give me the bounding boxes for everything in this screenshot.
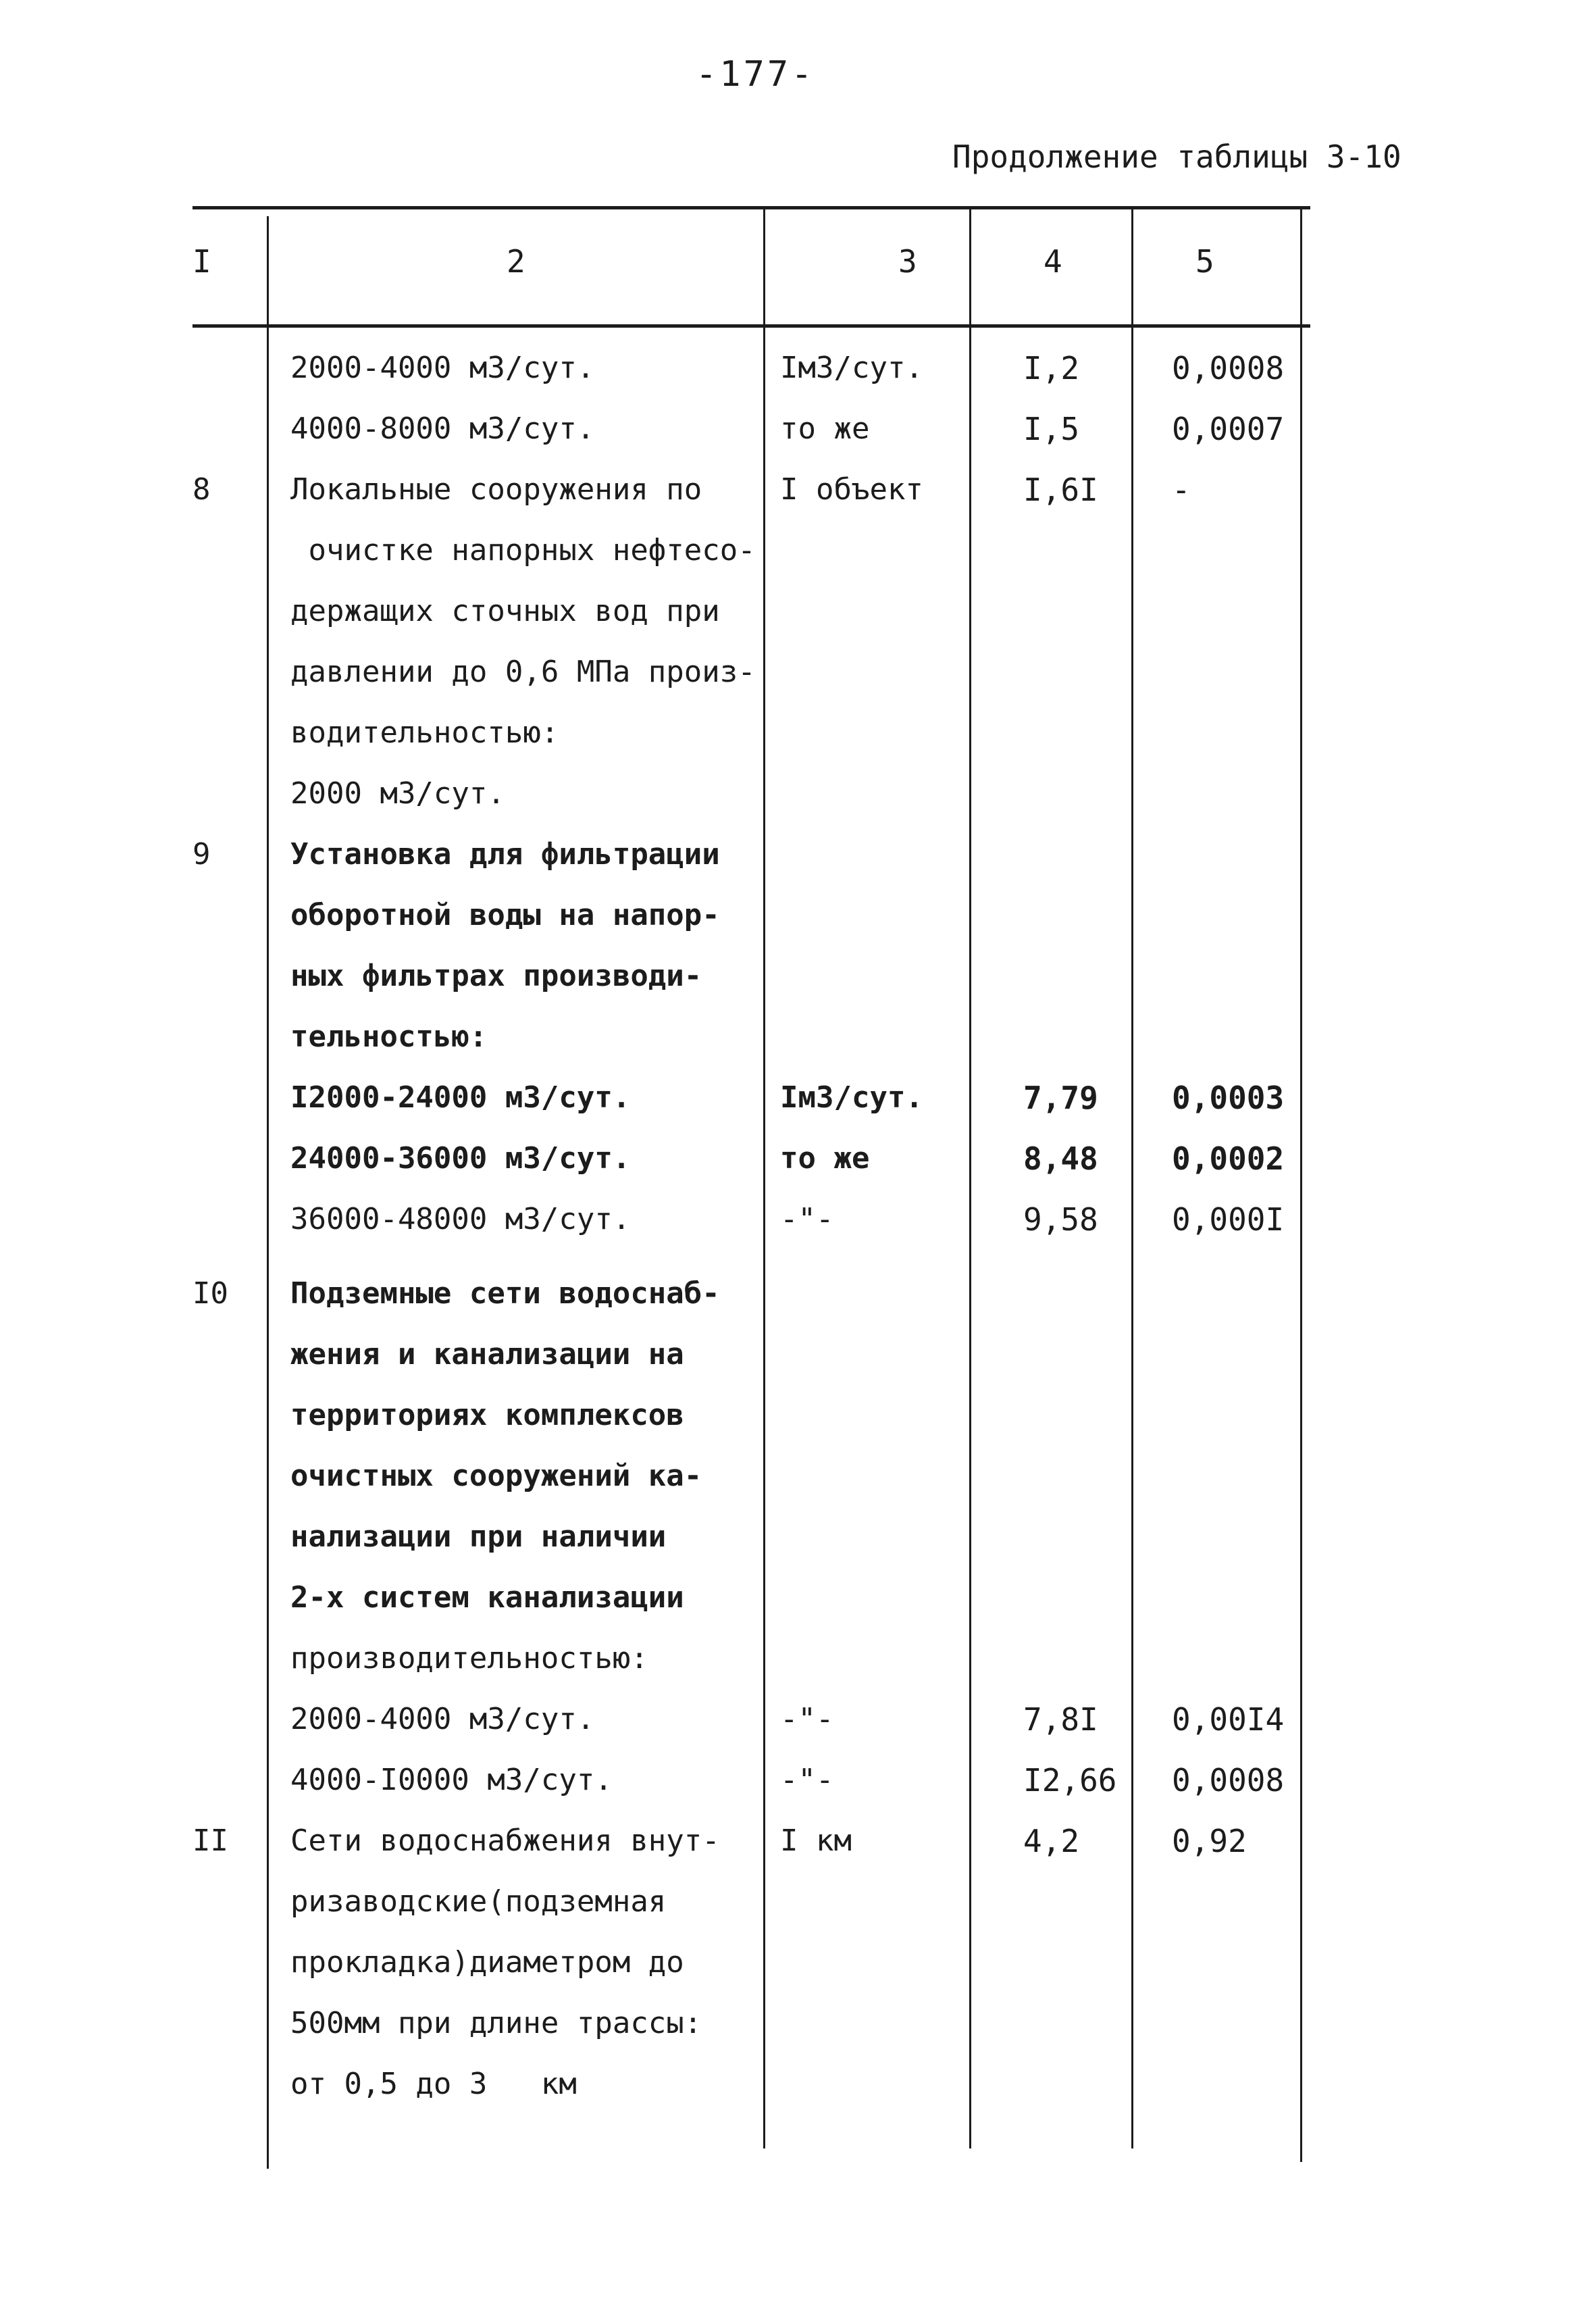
table-row xyxy=(192,1385,1310,1446)
cell-c5: 0,0008 xyxy=(1172,350,1285,386)
cell-c4: I2,66 xyxy=(1023,1762,1117,1799)
cell-c5: - xyxy=(1172,472,1191,508)
header-col-4: 4 xyxy=(1044,243,1062,280)
cell-c3: -"- xyxy=(780,1763,834,1797)
table-continuation-caption: Продолжение таблицы 3-10 xyxy=(952,139,1401,175)
table-header-rule xyxy=(192,324,1310,328)
cell-c2: ризаводские(подземная xyxy=(290,1884,667,1919)
table-row xyxy=(192,581,1310,642)
cell-c2: 4000-8000 м3/сут. xyxy=(290,411,595,446)
table-row xyxy=(192,642,1310,703)
cell-c2: производительностью: xyxy=(290,1641,648,1676)
cell-c4: 7,8I xyxy=(1023,1701,1098,1738)
header-col-3: 3 xyxy=(898,243,917,280)
table-row xyxy=(192,1263,1310,1324)
cell-c2: Подземные сети водоснаб- xyxy=(290,1276,720,1311)
cell-c2: 2000-4000 м3/сут. xyxy=(290,1702,595,1736)
cell-c5: 0,0007 xyxy=(1172,411,1285,447)
cell-c2: нализации при наличии xyxy=(290,1519,667,1554)
cell-c2: Локальные сооружения по xyxy=(290,472,702,507)
cell-c3: I объект xyxy=(780,472,923,507)
table-row xyxy=(192,520,1310,581)
table-row xyxy=(192,1750,1310,1811)
cell-c3: Iм3/сут. xyxy=(780,351,923,385)
cell-c2: очистке напорных нефтесо- xyxy=(290,533,756,568)
cell-c2: от 0,5 до 3 км xyxy=(290,2067,577,2101)
cell-c2: 2000 м3/сут. xyxy=(290,776,505,811)
table-row xyxy=(192,1932,1310,1993)
table-row xyxy=(192,1324,1310,1385)
cell-c5: 0,0008 xyxy=(1172,1762,1285,1799)
table-row xyxy=(192,2054,1310,2115)
table-row xyxy=(192,1567,1310,1628)
cell-c2: территориях комплексов xyxy=(290,1398,684,1432)
table-row xyxy=(192,824,1310,885)
table-row xyxy=(192,459,1310,520)
table-row xyxy=(192,946,1310,1007)
cell-c2: 2000-4000 м3/сут. xyxy=(290,351,595,385)
table-row xyxy=(192,1871,1310,1932)
table-row xyxy=(192,1128,1310,1189)
cell-c4: 9,58 xyxy=(1023,1201,1098,1238)
cell-c3: I км xyxy=(780,1823,852,1858)
cell-c2: 24000-36000 м3/сут. xyxy=(290,1141,631,1176)
cell-c5: 0,0003 xyxy=(1172,1080,1285,1116)
cell-c5: 0,92 xyxy=(1172,1823,1247,1859)
cell-c1: I0 xyxy=(192,1276,228,1311)
cell-c5: 0,0002 xyxy=(1172,1140,1285,1177)
header-col-1: I xyxy=(192,243,211,280)
cell-c2: 500мм при длине трассы: xyxy=(290,2006,702,2040)
cell-c4: I,6I xyxy=(1023,472,1098,508)
cell-c2: водительностью: xyxy=(290,715,559,750)
data-table xyxy=(192,203,1310,2169)
table-row xyxy=(192,1811,1310,1871)
cell-c2: жения и канализации на xyxy=(290,1337,684,1372)
table-row xyxy=(192,1189,1310,1250)
cell-c2: Сети водоснабжения внут- xyxy=(290,1823,720,1858)
cell-c1: 8 xyxy=(192,472,211,507)
cell-c2: очистных сооружений ка- xyxy=(290,1459,702,1493)
table-row xyxy=(192,1007,1310,1067)
cell-c2: тельностью: xyxy=(290,1020,488,1054)
cell-c2: прокладка)диаметром до xyxy=(290,1945,684,1980)
cell-c3: -"- xyxy=(780,1202,834,1236)
cell-c2: Установка для фильтрации xyxy=(290,837,720,872)
cell-c4: I,2 xyxy=(1023,350,1080,386)
cell-c5: 0,00I4 xyxy=(1172,1701,1285,1738)
cell-c2: ных фильтрах производи- xyxy=(290,959,702,993)
table-row xyxy=(192,1507,1310,1567)
cell-c4: 8,48 xyxy=(1023,1140,1098,1177)
table-row xyxy=(192,1067,1310,1128)
table-row xyxy=(192,763,1310,824)
table-row xyxy=(192,885,1310,946)
cell-c2: I2000-24000 м3/сут. xyxy=(290,1080,631,1115)
table-row xyxy=(192,1993,1310,2054)
header-col-5: 5 xyxy=(1195,243,1214,280)
table-row xyxy=(192,1446,1310,1507)
table-top-rule xyxy=(192,206,1310,209)
cell-c4: I,5 xyxy=(1023,411,1080,447)
table-row xyxy=(192,338,1310,399)
page-number: -177- xyxy=(696,54,815,95)
table-row xyxy=(192,1628,1310,1689)
cell-c3: Iм3/сут. xyxy=(780,1080,923,1115)
cell-c4: 7,79 xyxy=(1023,1080,1098,1116)
cell-c1: 9 xyxy=(192,837,211,872)
cell-c2: 4000-I0000 м3/сут. xyxy=(290,1763,613,1797)
cell-c4: 4,2 xyxy=(1023,1823,1080,1859)
table-row xyxy=(192,399,1310,459)
cell-c5: 0,000I xyxy=(1172,1201,1285,1238)
cell-c3: то же xyxy=(780,411,870,446)
header-col-2: 2 xyxy=(507,243,525,280)
cell-c2: 36000-48000 м3/сут. xyxy=(290,1202,631,1236)
table-row xyxy=(192,703,1310,763)
cell-c2: давлении до 0,6 МПа произ- xyxy=(290,655,756,689)
cell-c3: -"- xyxy=(780,1702,834,1736)
cell-c1: II xyxy=(192,1823,228,1858)
cell-c3: то же xyxy=(780,1141,870,1176)
cell-c2: держащих сточных вод при xyxy=(290,594,720,628)
cell-c2: оборотной воды на напор- xyxy=(290,898,720,932)
table-row xyxy=(192,1689,1310,1750)
cell-c2: 2-х систем канализации xyxy=(290,1580,684,1615)
